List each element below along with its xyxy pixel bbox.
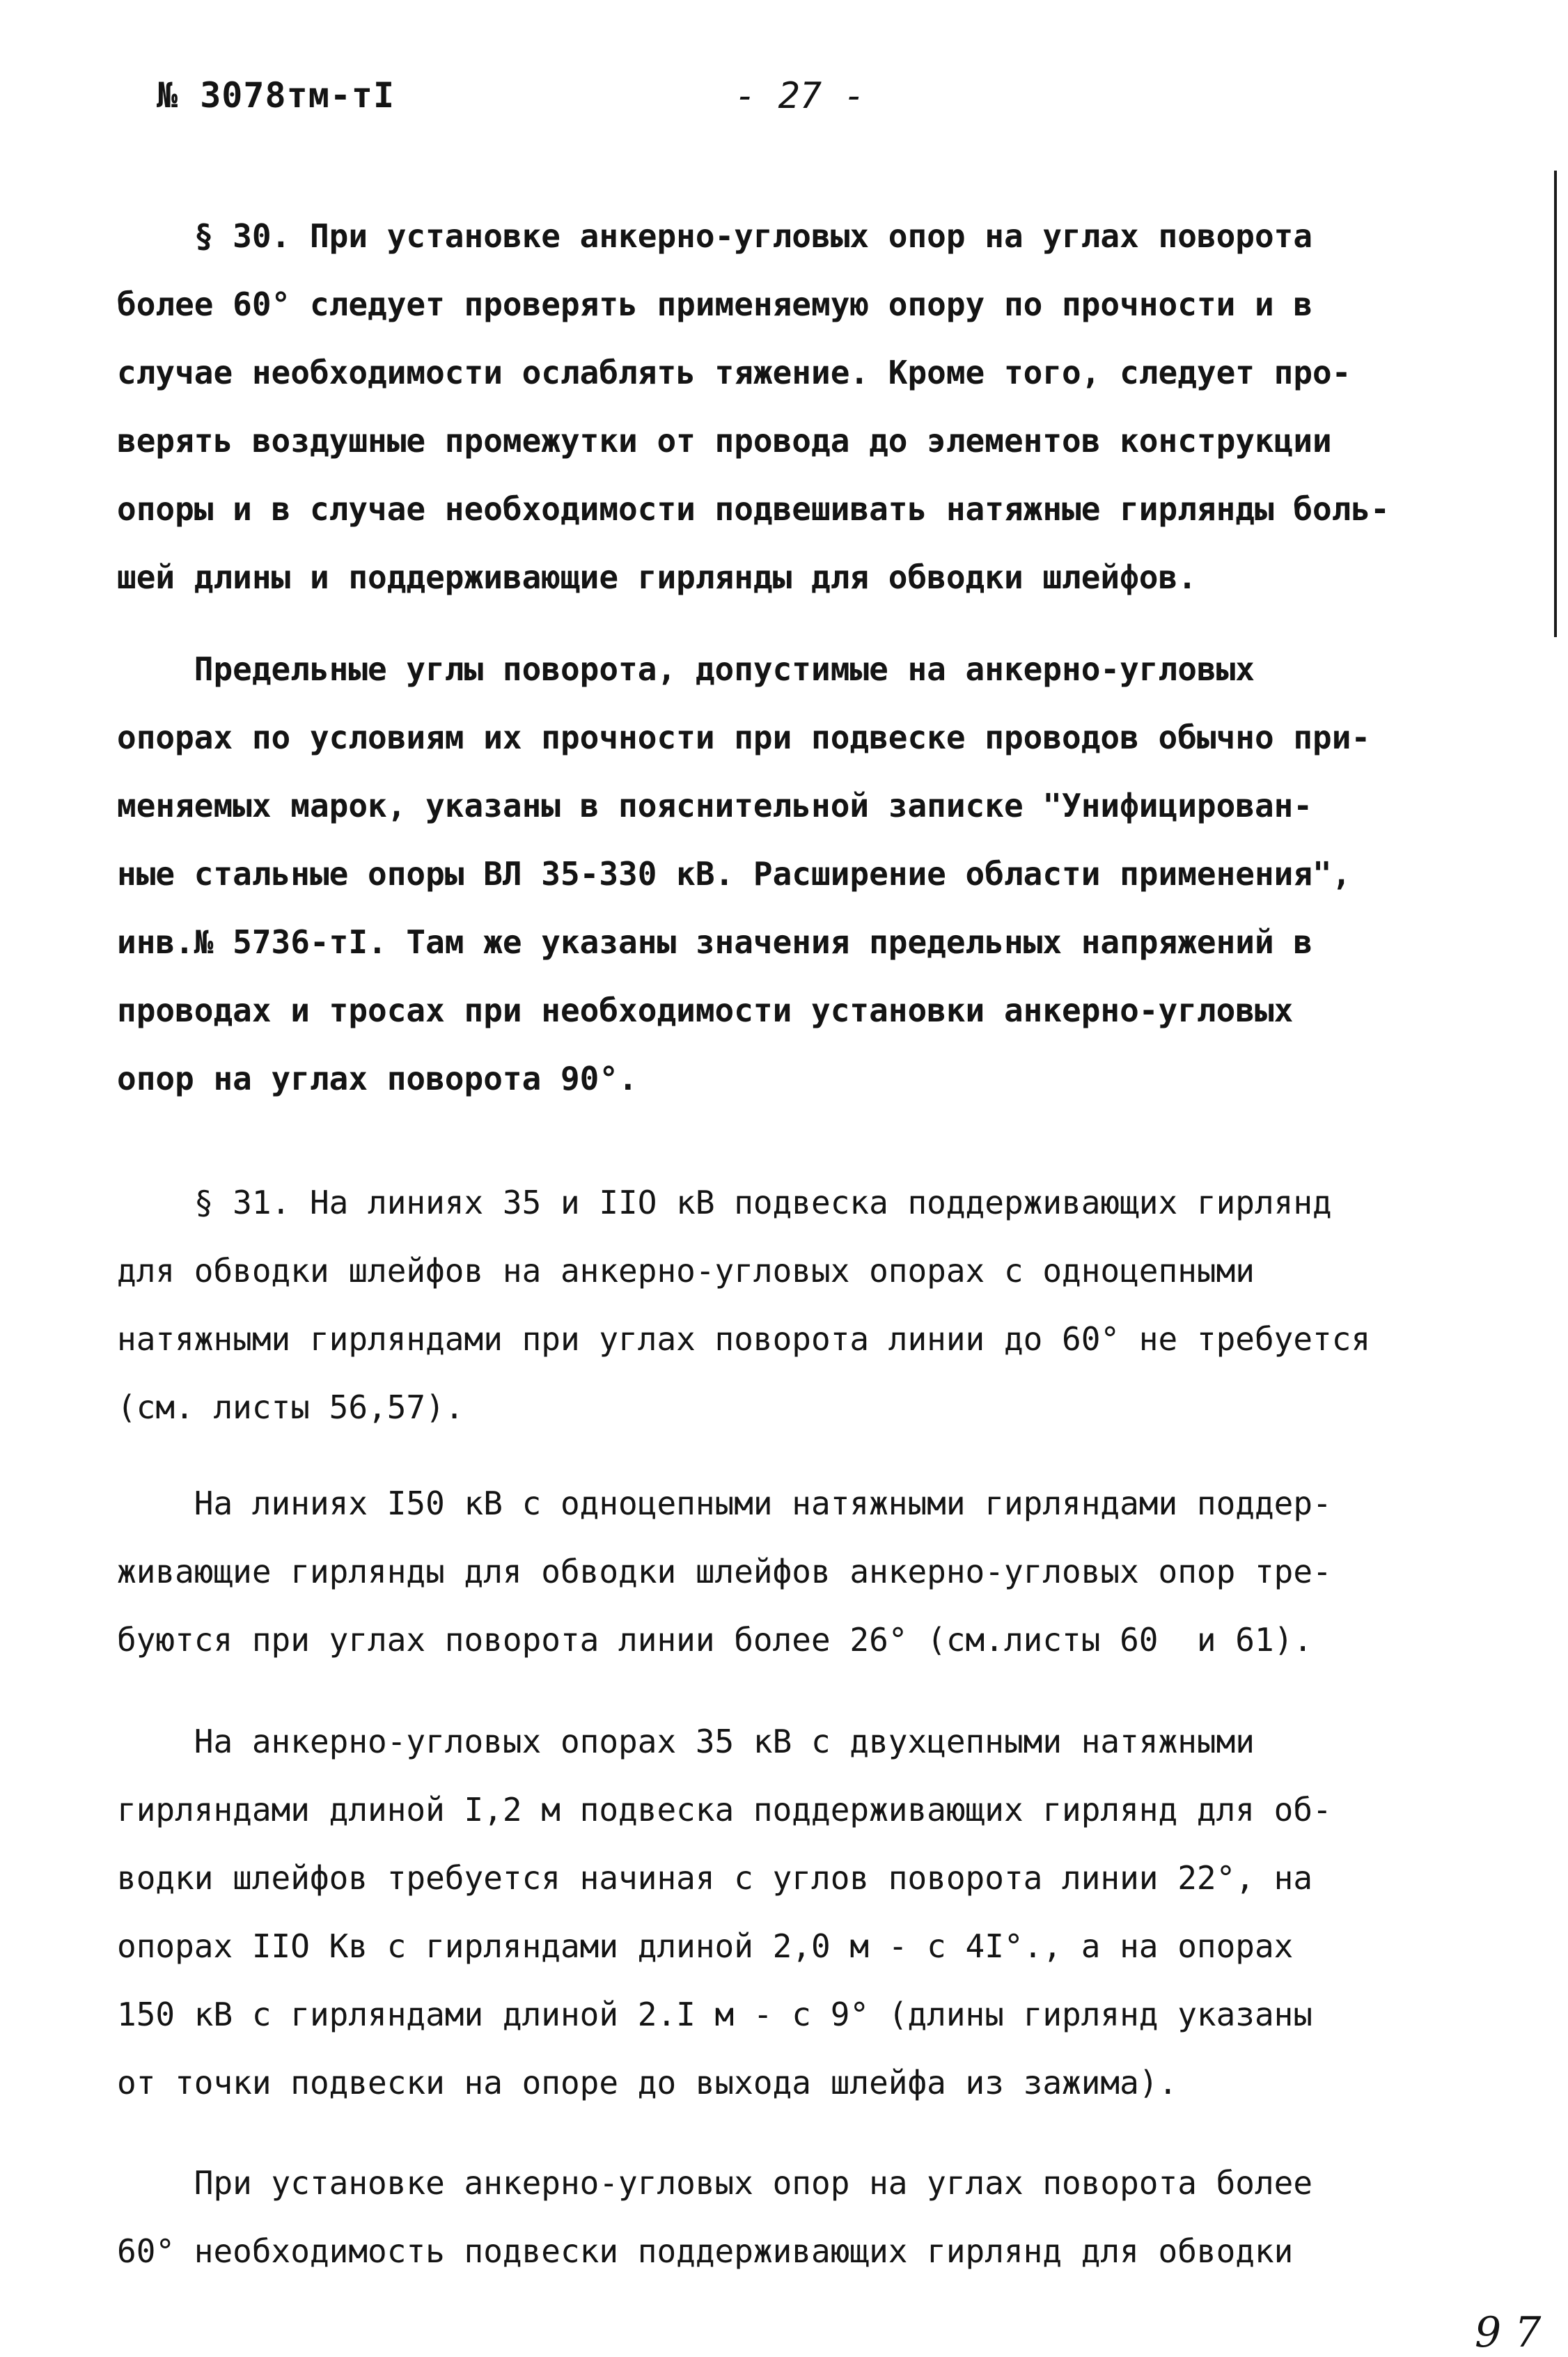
text-line: водки шлейфов требуется начиная с углов поворота линии 22°, на — [117, 1859, 1313, 1897]
text-line: инв.№ 5736-тI. Там же указаны значения предельных напряжений в — [117, 923, 1313, 961]
text-line: меняемых марок, указаны в пояснительной записке "Унифицирован- — [117, 787, 1313, 824]
text-line: проводах и тросах при необходимости установки анкерно-угловых — [117, 992, 1294, 1029]
text-line: (см. листы 56,57). — [117, 1388, 464, 1426]
text-line: § 30. При установке анкерно-угловых опор на углах поворота — [117, 217, 1313, 255]
text-line: натяжными гирляндами при углах поворота линии до 60° не требуется — [117, 1320, 1371, 1358]
text-line: для обводки шлейфов на анкерно-угловых опорах с одноцепными — [117, 1252, 1255, 1290]
text-line: опорах IIO Кв с гирляндами длиной 2,0 м - с 4I°., а на опорах — [117, 1927, 1294, 1965]
text-line: шей длины и поддерживающие гирлянды для обводки шлейфов. — [117, 558, 1197, 596]
text-line: Предельные углы поворота, допустимые на анкерно-угловых — [117, 650, 1255, 688]
paragraph-double-strings — [117, 1707, 1530, 2117]
text-line: живающие гирлянды для обводки шлейфов анкерно-угловых опор тре- — [117, 1553, 1332, 1590]
text-line: от точки подвески на опоре до выхода шлейфа из зажима). — [117, 2064, 1178, 2101]
handwritten-corner-number: 9 7 — [1475, 2308, 1542, 2357]
paragraph-over-60 — [117, 2149, 1530, 2285]
text-line: случае необходимости ослаблять тяжение. Кроме того, следует про- — [117, 354, 1351, 391]
document-code: № 3078тм-тI — [157, 75, 395, 116]
paragraph-30 — [117, 202, 1530, 611]
text-line: буются при углах поворота линии более 26° (см.листы 60 и 61). — [117, 1621, 1313, 1659]
margin-change-bar — [1554, 171, 1557, 637]
text-line: 60° необходимость подвески поддерживающих гирлянд для обводки — [117, 2232, 1294, 2270]
text-line: гирляндами длиной I,2 м подвеска поддерживающих гирлянд для об- — [117, 1791, 1332, 1829]
text-line: верять воздушные промежутки от провода до элементов конструкции — [117, 422, 1332, 460]
text-line: На анкерно-угловых опорах 35 кВ с двухцепными натяжными — [117, 1723, 1255, 1760]
text-line: § 31. На линиях 35 и IIO кВ подвеска поддерживающих гирлянд — [117, 1184, 1332, 1221]
text-line: опорах по условиям их прочности при подвеске проводов обычно при- — [117, 719, 1371, 756]
text-line: На линиях I50 кВ с одноцепными натяжными гирляндами поддер- — [117, 1485, 1332, 1522]
text-line: опор на углах поворота 90°. — [117, 1060, 638, 1097]
text-line: ные стальные опоры ВЛ 35-330 кВ. Расширение области применения", — [117, 855, 1351, 893]
paragraph-31 — [117, 1168, 1530, 1441]
text-line: 150 кВ с гирляндами длиной 2.I м - с 9° (длины гирлянд указаны — [117, 1996, 1313, 2033]
page-number: - 27 - — [735, 75, 865, 117]
text-line: опоры и в случае необходимости подвешивать натяжные гирлянды боль- — [117, 490, 1390, 528]
text-line: При установке анкерно-угловых опор на углах поворота более — [117, 2164, 1313, 2202]
paragraph-limit-angles — [117, 635, 1530, 1113]
text-line: более 60° следует проверять применяемую опору по прочности и в — [117, 285, 1313, 323]
paragraph-150kv — [117, 1469, 1530, 1674]
